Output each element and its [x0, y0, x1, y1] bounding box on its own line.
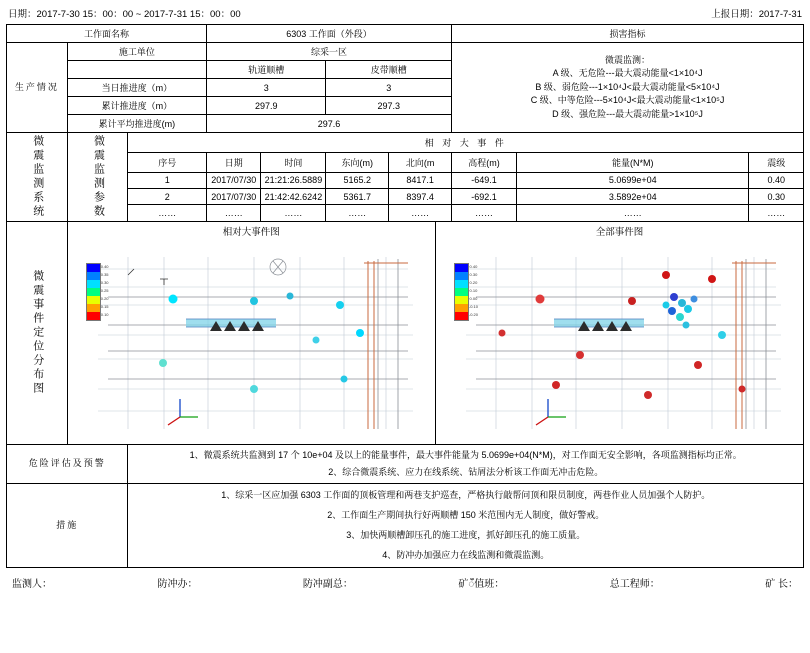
chart-right-area — [436, 239, 803, 437]
production-label: 生产情况 — [7, 43, 68, 133]
events-col-time: 时间 — [261, 152, 326, 172]
events-col-date: 日期 — [207, 152, 261, 172]
col-head-belt-roadway: 皮带顺槽 — [326, 61, 452, 79]
grade-note-d: D 级、强危险---最大震动能量>1×10⁵J — [552, 108, 703, 119]
total-advance-label: 累计推进度（m） — [67, 97, 206, 115]
events-col-energy: 能量(N*M) — [517, 152, 749, 172]
chart-right-legend-labels: 0.40 0.30 0.20 0.10 0.00 -0.10 -0.20 — [468, 264, 478, 317]
measure-item: 1、综采一区应加强 6303 工作面的顶板管理和两巷支护巡查，严格执行敲帮问顶和限员制度，两巷作业人员加强个人防护。 — [221, 490, 711, 501]
event-east: 5165.2 — [326, 172, 389, 188]
construction-unit-label: 施工单位 — [67, 43, 206, 61]
grade-note-a: A 级、无危险---最大震动能量<1×10⁴J — [552, 68, 703, 79]
params-side-label-text: 微震监测参数 — [92, 135, 105, 219]
risk-item: 2、综合微震系统、应力在线系统、钻屑法分析该工作面无冲击危险。 — [328, 467, 604, 478]
average-advance-label: 累计平均推进度(m) — [67, 115, 206, 133]
footer-mine-shift: 矿ँ值班： — [458, 579, 505, 591]
event-date: …… — [207, 205, 261, 222]
system-side-label-text: 微震监测系统 — [31, 135, 44, 219]
micro-monitor-label: 微震监测： — [605, 54, 651, 65]
construction-unit-value: 综采一区 — [207, 43, 452, 61]
chart-left-svg — [68, 239, 428, 437]
header-report-date: 上报日期：2017-7-31 — [711, 9, 802, 20]
risk-label: 危险评估及预警 — [7, 445, 128, 484]
event-time: 21:42:42.6242 — [261, 189, 326, 205]
system-side-label — [7, 133, 68, 222]
col-head-track-roadway: 轨道顺槽 — [207, 61, 326, 79]
event-energy: …… — [517, 205, 749, 222]
events-title: 相 对 大 事 件 — [128, 133, 804, 153]
spacer-cell — [67, 61, 206, 79]
event-index: 2 — [128, 189, 207, 205]
measures-items — [128, 484, 804, 568]
event-energy: 5.0699e+04 — [517, 172, 749, 188]
report-table — [6, 24, 804, 568]
face-name-label: 工作面名称 — [7, 25, 207, 43]
event-date: 2017/07/30 — [207, 189, 261, 205]
events-col-east: 东向(m) — [326, 152, 389, 172]
chart-left-legend — [86, 263, 101, 321]
chart-left-legend-labels: 0.40 0.35 0.30 0.25 0.20 0.15 0.10 — [100, 264, 109, 317]
events-col-index: 序号 — [128, 152, 207, 172]
event-north: 8397.4 — [389, 189, 452, 205]
charts-row — [7, 222, 804, 445]
risk-item: 1、微震系统共监测到 17 个 10e+04 及以上的能量事件，最大事件能量为 5.0699e+04(N*M)，对工作面无安全影响，各项监测指标均正常。 — [189, 450, 742, 460]
event-elev: -692.1 — [452, 189, 517, 205]
grade-note-c: C 级、中等危险---5×10⁴J<最大震动能量<1×10⁵J — [530, 95, 725, 106]
header-date-range: 日期：2017-7-30 15：00：00 ~ 2017-7-31 15：00：00 — [8, 9, 241, 20]
event-elev: …… — [452, 205, 517, 222]
charts-container — [67, 222, 803, 445]
footer-antiburst-office: 防冲办： — [157, 579, 198, 591]
event-date: 2017/07/30 — [207, 172, 261, 188]
footer-chief-engineer: 总工程师： — [609, 579, 660, 591]
event-index: 1 — [128, 172, 207, 188]
daily-advance-label: 当日推进度（m） — [67, 79, 206, 97]
average-advance-value: 297.6 — [207, 115, 452, 133]
measure-item: 3、加快两顺槽卸压孔的施工进度，抓好卸压孔的施工质量。 — [346, 529, 586, 540]
footer-monitor: 监测人： — [12, 579, 52, 591]
measure-item: 2、工作面生产期间执行好两顺槽 150 米范围内无人制度，做好警戒。 — [327, 509, 605, 520]
face-name-value: 6303 工作面（外段） — [207, 25, 452, 43]
chart-relative-events — [68, 222, 436, 444]
chart-right-caption: 全部事件图 — [595, 227, 644, 238]
footer-mine-manager: 矿 长： — [765, 579, 798, 591]
chart-all-events — [436, 222, 803, 444]
footer-antiburst-deputy: 防冲副总： — [302, 579, 353, 591]
event-east: 5361.7 — [326, 189, 389, 205]
event-magnitude: …… — [749, 205, 804, 222]
risk-row — [7, 445, 804, 484]
total-advance-belt: 297.3 — [326, 97, 452, 115]
event-north: 8417.1 — [389, 172, 452, 188]
table-row-unit — [7, 43, 804, 61]
measures-row — [7, 484, 804, 568]
report-header — [6, 4, 804, 24]
event-magnitude: 0.40 — [749, 172, 804, 188]
event-magnitude: 0.30 — [749, 189, 804, 205]
table-row-face — [7, 25, 804, 43]
measure-item: 4、防冲办加强应力在线监测和微震监测。 — [382, 549, 550, 560]
signature-footer — [6, 568, 804, 590]
table-row-events-title — [7, 133, 804, 153]
chart-right-legend — [454, 263, 469, 321]
events-col-elev: 高程(m) — [452, 152, 517, 172]
events-col-magnitude: 震级 — [749, 152, 804, 172]
damage-indicator-header: 损害指标 — [452, 25, 804, 43]
distribution-side-label-text: 微震事件定位分布图 — [31, 270, 44, 396]
event-index: …… — [128, 205, 207, 222]
chart-left-caption: 相对大事件图 — [222, 227, 280, 238]
distribution-side-label — [7, 222, 68, 445]
daily-advance-track: 3 — [207, 79, 326, 97]
risk-items — [128, 445, 804, 484]
daily-advance-belt: 3 — [326, 79, 452, 97]
event-time: …… — [261, 205, 326, 222]
measures-label: 措施 — [7, 484, 128, 568]
event-time: 21:21:26.5889 — [261, 172, 326, 188]
event-east: …… — [326, 205, 389, 222]
chart-right-svg — [436, 239, 796, 437]
events-col-north: 北向(m — [389, 152, 452, 172]
event-energy: 3.5892e+04 — [517, 189, 749, 205]
total-advance-track: 297.9 — [207, 97, 326, 115]
chart-left-area — [68, 239, 435, 437]
micro-monitor-notes — [452, 43, 804, 133]
grade-note-b: B 级、弱危险---1×10⁴J<最大震动能量<5×10⁴J — [535, 81, 720, 92]
event-elev: -649.1 — [452, 172, 517, 188]
event-north: …… — [389, 205, 452, 222]
params-side-label — [67, 133, 128, 222]
